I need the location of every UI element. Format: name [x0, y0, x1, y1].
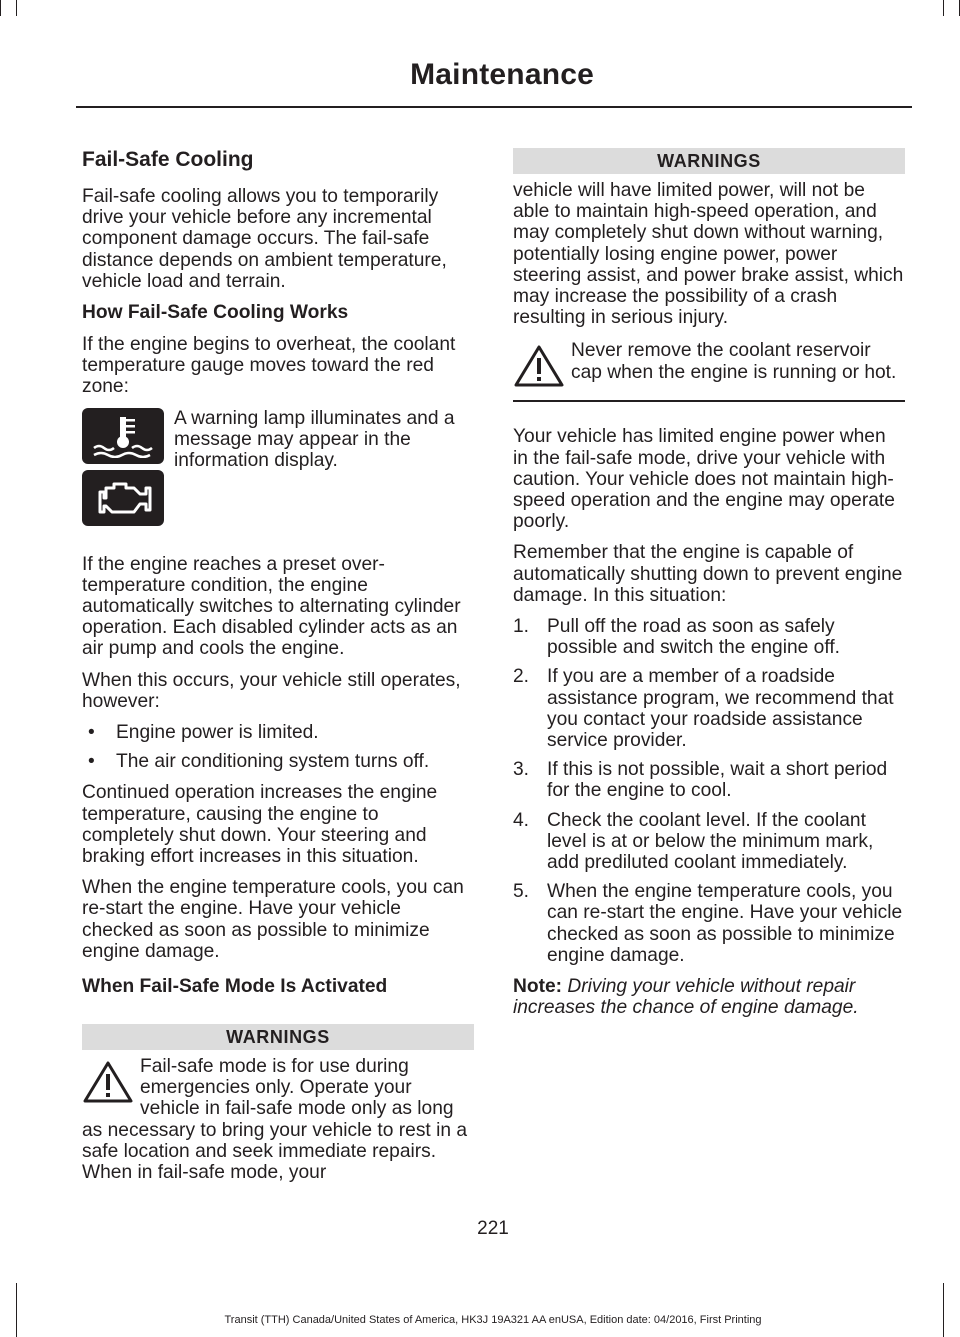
page-title: Maintenance [410, 58, 594, 91]
list-item: 5. When the engine temperature cools, you can re-start the engine. Have your vehicle checked as soon as possible to minimize engine damage. [513, 881, 903, 966]
warning-text: Fail-safe mode is for use during emergencies only. Operate your vehicle in fail-safe mode only as long as necessary to bring your vehicle to rest in a safe location and seek immediate repairs. When in fail-safe mode, your [82, 1056, 468, 1184]
subheading-how-it-works: How Fail-Safe Cooling Works [82, 302, 349, 324]
subheading-fail-safe-activated: When Fail-Safe Mode Is Activated [82, 976, 388, 998]
warning-lamp-block [82, 408, 474, 548]
crop-mark [943, 0, 944, 16]
warning-triangle-icon [82, 1060, 134, 1104]
continued-operation-paragraph: Continued operation increases the engine temperature, causing the engine to completely shut down. Your steering and braking effort increases in this situation. [82, 782, 438, 868]
overheat-paragraph: If the engine begins to overheat, the coolant temperature gauge moves toward the red zone: [82, 334, 456, 398]
list-item: 3. If this is not possible, wait a short period for the engine to cool. [513, 759, 888, 802]
warning-box [82, 1056, 474, 1183]
check-engine-icon [82, 470, 164, 526]
list-item: • The air conditioning system turns off. [82, 751, 474, 772]
note: Note: Driving your vehicle without repair increases the chance of engine damage. [513, 976, 859, 1019]
warning-lamp-text: A warning lamp illuminates and a message may appear in the information display. [174, 407, 455, 472]
warning-box [513, 340, 905, 388]
preset-paragraph: If the engine reaches a preset over-temperature condition, the engine automatically switches to alternating cylinder operation. Each disabled cylinder acts as an air pump and cools the engine. [82, 553, 461, 660]
section-heading: Fail-Safe Cooling [82, 148, 254, 171]
page-number: 221 [477, 1218, 509, 1239]
list-item: • Engine power is limited. [82, 722, 474, 743]
remember-paragraph: Remember that the engine is capable of automatically shutting down to prevent engine damage. In this situation: [513, 542, 903, 606]
engine-cools-paragraph: When the engine temperature cools, you can re-start the engine. Have your vehicle checked as soon as possible to minimize engine damage. [82, 877, 464, 962]
right-column [513, 148, 905, 1029]
warning-triangle-icon [513, 344, 565, 388]
warnings-banner: WARNINGS [82, 1024, 474, 1050]
footer-text: Transit (TTH) Canada/United States of America, HK3J 19A321 AA enUSA, Edition date: 04/2016, First Printing [224, 1314, 762, 1326]
when-occurs-paragraph: When this occurs, your vehicle still operates, however: [82, 669, 461, 712]
limitations-list [82, 722, 474, 772]
crop-mark [16, 1283, 17, 1337]
list-item: 4. Check the coolant level. If the coolant level is at or below the minimum mark, add prediluted coolant immediately. [513, 809, 874, 874]
steps-list [513, 616, 905, 966]
warning-end-divider [513, 400, 905, 402]
warning-continued-text: vehicle will have limited power, will not be able to maintain high-speed operation, and may completely shut down without warning, potentially losing engine power, power steering assist, and power brake assist, which may increase the possibility of a crash resulting in serious injury. [513, 180, 904, 329]
limited-power-paragraph: Your vehicle has limited engine power when in the fail-safe mode, drive your vehicle with caution. Your vehicle does not maintain high-speed operation and the engine may operate poorly. [513, 426, 895, 533]
crop-mark [0, 0, 1, 16]
intro-paragraph: Fail-safe cooling allows you to temporarily drive your vehicle before any incremental component damage occurs. The fail-safe distance depends on ambient temperature, vehicle load and terrain. [82, 186, 447, 292]
header-divider [76, 106, 912, 108]
left-column [82, 148, 474, 1183]
coolant-temperature-icon [82, 408, 164, 464]
list-item: 1. Pull off the road as soon as safely possible and switch the engine off. [513, 616, 840, 659]
warning-text: Never remove the coolant reservoir cap when the engine is running or hot. [571, 340, 897, 383]
warnings-banner: WARNINGS [513, 148, 905, 174]
crop-mark [943, 1283, 944, 1337]
list-item: 2. If you are a member of a roadside assistance program, we recommend that you contact your roadside assistance service provider. [513, 666, 894, 752]
crop-mark [16, 0, 17, 16]
